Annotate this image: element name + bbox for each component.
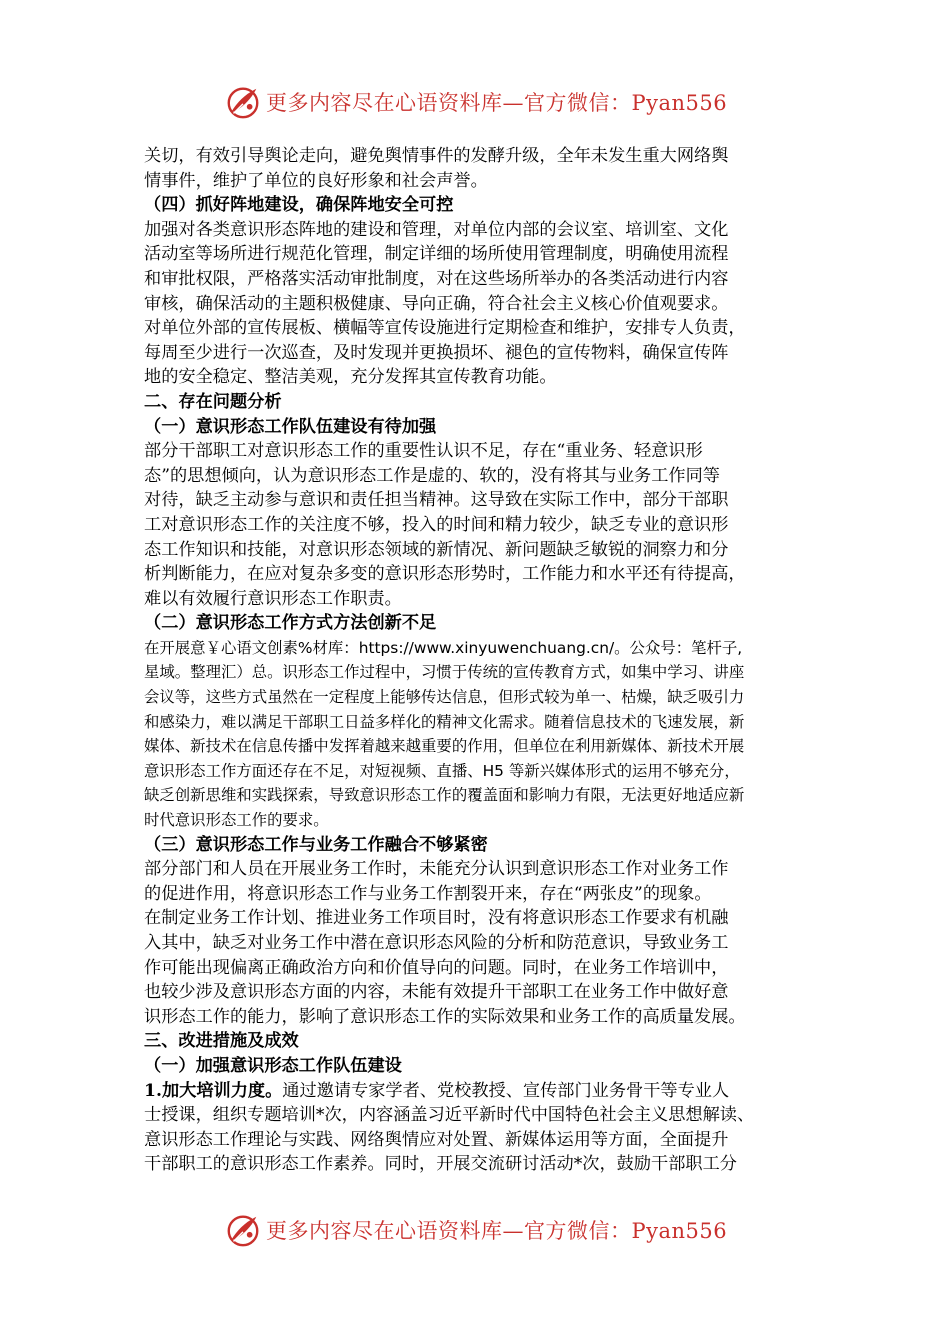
text-line: 析判断能力，在应对复杂多变的意识形态形势时，工作能力和水平还有待提高，: [144, 564, 746, 585]
watermark-text: 更多内容尽在心语资料库—官方微信：Pyan556: [266, 1219, 728, 1243]
chapter-heading: 二、存在问题分析: [144, 391, 282, 412]
text-line: 媒体、新技术在信息传播中发挥着越来越重要的作用，但单位在利用新媒体、新技术开展: [144, 737, 745, 756]
text-line: 活动室等场所进行规范化管理，制定详细的场所使用管理制度，明确使用流程: [144, 244, 729, 265]
document-body: [144, 144, 816, 1177]
text-line: 作可能出现偏离正确政治方向和价值导向的问题。同时，在业务工作培训中，: [144, 957, 729, 978]
text-line: 工对意识形态工作的关注度不够，投入的时间和精力较少，缺乏专业的意识形: [144, 514, 729, 535]
watermark-banner-top: [224, 82, 744, 122]
text-line: 情事件，维护了单位的良好形象和社会声誉。: [144, 170, 488, 191]
text-line: 关切，有效引导舆论走向，避免舆情事件的发酵升级，全年未发生重大网络舆: [144, 146, 729, 166]
text-line: 也较少涉及意识形态方面的内容，未能有效提升干部职工在业务工作中做好意: [144, 982, 729, 1003]
text-line: 审核，确保活动的主题积极健康、导向正确，符合社会主义核心价值观要求。: [144, 293, 729, 314]
text-line: 会议等，这些方式虽然在一定程度上能够传达信息，但形式较为单一、枯燥，缺乏吸引力: [144, 688, 745, 707]
watermark-text: 更多内容尽在心语资料库—官方微信：Pyan556: [266, 91, 728, 115]
text-line: 的促进作用，将意识形态工作与业务工作割裂开来，存在“两张皮”的现象。: [144, 883, 712, 904]
text-line: 在制定业务工作计划、推进业务工作项目时，没有将意识形态工作要求有机融: [144, 908, 729, 929]
text-line: 和审批权限，严格落实活动审批制度，对在这些场所举办的各类活动进行内容: [144, 268, 729, 289]
text-line: 地的安全稳定、整洁美观，充分发挥其宣传教育功能。: [144, 367, 557, 388]
text-line: [144, 1079, 816, 1104]
section-heading: （二）意识形态工作方式方法创新不足: [144, 613, 437, 634]
section-heading: （三）意识形态工作与业务工作融合不够紧密: [144, 834, 488, 855]
item-lead: 1.加大培训力度。: [144, 1080, 283, 1101]
text-line: 和感染力，难以满足干部职工日益多样化的精神文化需求。随着信息技术的飞速发展，新: [144, 712, 745, 731]
quill-logo-icon: [224, 1211, 262, 1249]
text-line: 意识形态工作方面还存在不足，对短视频、直播、H5 等新兴媒体形式的运用不够充分，: [144, 761, 740, 780]
text-line: 每周至少进行一次巡查，及时发现并更换损坏、褪色的宣传物料，确保宣传阵: [144, 342, 729, 363]
section-heading: （一）意识形态工作队伍建设有待加强: [144, 416, 437, 437]
text-line: 识形态工作的能力，影响了意识形态工作的实际效果和业务工作的高质量发展。: [144, 1006, 746, 1027]
watermark-banner-bottom: [224, 1210, 744, 1250]
text-line: 态”的思想倾向，认为意识形态工作是虚的、软的，没有将其与业务工作同等: [144, 465, 720, 486]
text-line: 时代意识形态工作的要求。: [144, 811, 329, 830]
text-line: 部分干部职工对意识形态工作的重要性认识不足，存在“重业务、轻意识形: [144, 441, 703, 462]
text-line: 态工作知识和技能，对意识形态领域的新情况、新问题缺乏敏锐的洞察力和分: [144, 539, 729, 560]
text-line: 干部职工的意识形态工作素养。同时，开展交流研讨活动*次，鼓励干部职工分: [144, 1154, 737, 1175]
quill-logo-icon: [224, 83, 262, 121]
text-line: 加强对各类意识形态阵地的建设和管理，对单位内部的会议室、培训室、文化: [144, 219, 729, 240]
section-heading: （一）加强意识形态工作队伍建设: [144, 1055, 402, 1076]
text-line: 意识形态工作理论与实践、网络舆情应对处置、新媒体运用等方面，全面提升: [144, 1129, 729, 1150]
text-line: 在开展意￥心语文创素%材库：https://www.xinyuwenchuang.cn/。公众号：笔杆子,: [144, 638, 743, 657]
text-line: 星域。整理汇）总。识形态工作过程中，习惯于传统的宣传教育方式，如集中学习、讲座: [144, 663, 745, 682]
text-line: 对待，缺乏主动参与意识和责任担当精神。这导致在实际工作中，部分干部职: [144, 490, 729, 511]
text-line: 对单位外部的宣传展板、横幅等宣传设施进行定期检查和维护，安排专人负责，: [144, 318, 746, 339]
text-line: 士授课，组织专题培训*次，内容涵盖习近平新时代中国特色社会主义思想解读、: [144, 1105, 755, 1126]
text-line: 难以有效履行意识形态工作职责。: [144, 588, 402, 609]
text-line: 缺乏创新思维和实践探索，导致意识形态工作的覆盖面和影响力有限，无法更好地适应新: [144, 786, 745, 805]
item-text: 通过邀请专家学者、党校教授、宣传部门业务骨干等专业人: [282, 1080, 730, 1101]
section-heading: （四）抓好阵地建设，确保阵地安全可控: [144, 195, 454, 216]
text-line: 部分部门和人员在开展业务工作时，未能充分认识到意识形态工作对业务工作: [144, 859, 729, 880]
text-line: 入其中，缺乏对业务工作中潜在意识形态风险的分析和防范意识，导致业务工: [144, 933, 729, 953]
chapter-heading: 三、改进措施及成效: [144, 1031, 299, 1052]
